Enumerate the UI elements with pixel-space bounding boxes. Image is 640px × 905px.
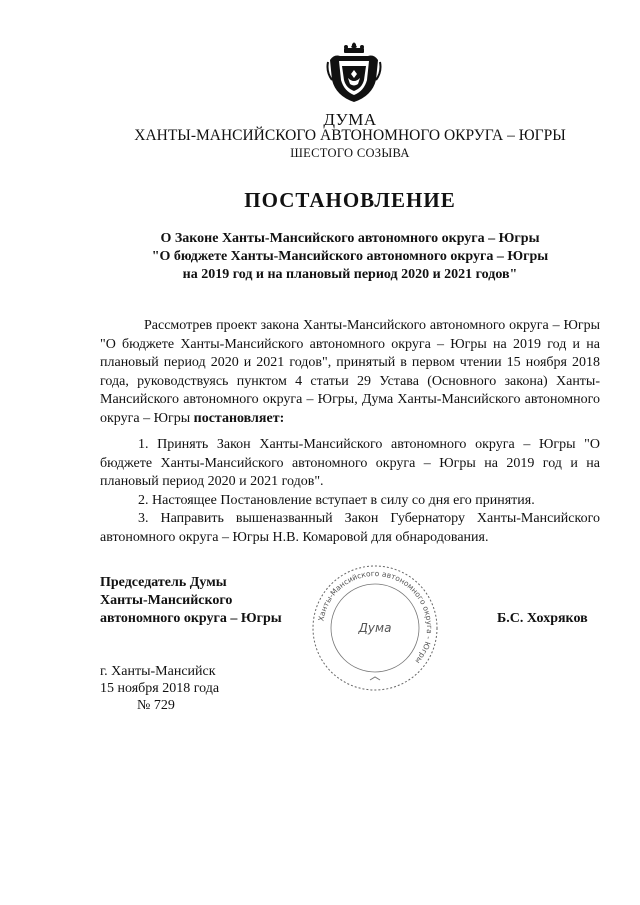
stamp-ring-text: Ханты-Мансийского автономного округа - Югры [316, 568, 435, 666]
document-title-line: на 2019 год и на плановый период 2020 и 2021 годов" [182, 267, 518, 282]
document-title-line: О Законе Ханты-Мансийского автономного округа – Югры [160, 231, 540, 246]
preamble-text: Рассмотрев проект закона Ханты-Мансийского автономного округа – Югры "О бюджете Ханты-Мансийского автономного округа – Югры на 2019 год и на плановый период 2020 и 2021 годов", принятый в первом чтении 15 ноября 2018 года, руководствуясь пунктом 4 статьи 29 Устава (Основного закона) Ханты-Мансийского автономного округа – Югры, Дума Ханты-Мансийского автономного округа – Югры [100, 318, 600, 426]
coat-of-arms-emblem [326, 40, 382, 104]
official-stamp [300, 562, 450, 694]
resolution-item: 3. Направить вышеназванный Закон Губернатору Ханты-Мансийского автономного округа – Югры Н.В. Комаровой для обнародования. [100, 511, 600, 545]
signatory-title-line: автономного округа – Югры [100, 611, 282, 626]
signatory-title-line: Председатель Думы [100, 575, 227, 590]
convocation-label: ШЕСТОГО СОЗЫВА [290, 146, 410, 160]
signatory-name: Б.С. Хохряков [497, 611, 588, 626]
document-type-heading: ПОСТАНОВЛЕНИЕ [244, 188, 456, 212]
resolution-item: 2. Настоящее Постановление вступает в силу со дня его принятия. [138, 493, 535, 508]
signatory-title-line: Ханты-Мансийского [100, 593, 233, 608]
organization-region: ХАНТЫ-МАНСИЙСКОГО АВТОНОМНОГО ОКРУГА – ЮГРЫ [134, 127, 566, 144]
preamble-paragraph [100, 317, 600, 428]
document-title-line: "О бюджете Ханты-Мансийского автономного округа – Югры [151, 249, 549, 264]
organization-name: ДУМА [323, 110, 377, 129]
document-number: № 729 [137, 698, 175, 713]
issue-date: 15 ноября 2018 года [100, 681, 220, 696]
stamp-center-text: Дума [358, 621, 392, 635]
resolution-keyword: постановляет: [193, 410, 285, 426]
issue-place: г. Ханты-Мансийск [100, 664, 216, 679]
resolution-item: 1. Принять Закон Ханты-Мансийского автономного округа – Югры "О бюджете Ханты-Мансийского автономного округа – Югры на 2019 год и на плановый период 2020 и 2021 годов". [100, 437, 600, 489]
